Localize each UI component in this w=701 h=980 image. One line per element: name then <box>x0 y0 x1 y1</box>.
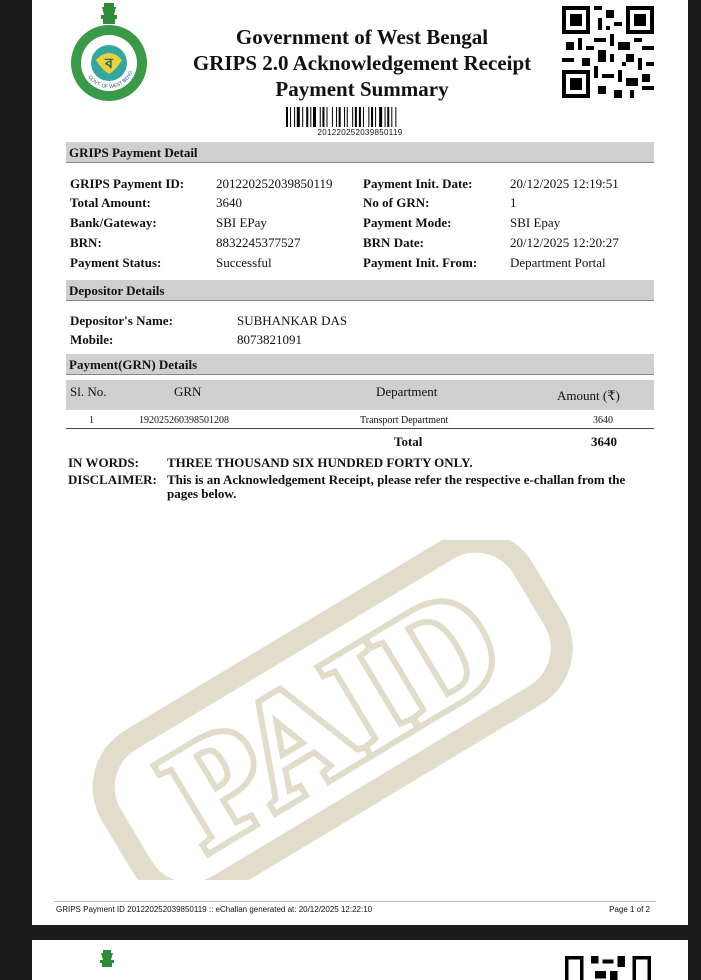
west-bengal-emblem-icon <box>96 948 118 974</box>
barcode-icon <box>286 107 434 127</box>
title-receipt: GRIPS 2.0 Acknowledgement Receipt <box>162 50 562 76</box>
bank-gateway-label: Bank/Gateway: <box>70 215 157 231</box>
payment-id-value: 201220252039850119 <box>216 176 333 192</box>
paid-watermark-stamp <box>52 540 612 880</box>
brn-date-label: BRN Date: <box>363 235 424 251</box>
svg-text:PAID: PAID <box>138 555 528 880</box>
document-title <box>162 24 562 102</box>
section-grn-details: Payment(GRN) Details <box>66 354 654 375</box>
payment-init-from-value: Department Portal <box>510 255 606 271</box>
section-depositor-details: Depositor Details <box>66 280 654 301</box>
page-footer <box>56 905 652 914</box>
row-sl-no: 1 <box>89 415 94 426</box>
row-department: Transport Department <box>360 415 448 426</box>
disclaimer-label: DISCLAIMER: <box>68 472 157 488</box>
in-words-label: IN WORDS: <box>68 455 139 471</box>
in-words-value: THREE THOUSAND SIX HUNDRED FORTY ONLY. <box>167 455 473 471</box>
barcode-number: 201220252039850119 <box>286 128 434 137</box>
title-summary: Payment Summary <box>162 76 562 102</box>
brn-date-value: 20/12/2025 12:20:27 <box>510 235 619 251</box>
payment-id-label: GRIPS Payment ID: <box>70 176 184 192</box>
payment-init-date-label: Payment Init. Date: <box>363 176 472 192</box>
payment-mode-label: Payment Mode: <box>363 215 451 231</box>
column-grn: GRN <box>174 384 201 400</box>
svg-text:GOVT. OF WEST BENGAL: GOVT. OF WEST BENG <box>68 0 134 90</box>
qr-code-icon <box>562 952 654 980</box>
receipt-page-2-preview <box>32 940 688 980</box>
table-divider <box>66 428 654 429</box>
disclaimer-line-2: pages below. <box>167 486 236 502</box>
brn-value: 8832245377527 <box>216 235 301 251</box>
footer-divider <box>54 901 656 902</box>
column-amount: Amount (₹) <box>557 388 620 404</box>
column-sl-no: Sl. No. <box>70 384 106 400</box>
grn-count-value: 1 <box>510 195 517 211</box>
total-value: 3640 <box>591 434 617 450</box>
total-amount-value: 3640 <box>216 195 242 211</box>
bank-gateway-value: SBI EPay <box>216 215 267 231</box>
mobile-label: Mobile: <box>70 332 113 348</box>
grn-count-label: No of GRN: <box>363 195 429 211</box>
row-amount: 3640 <box>593 415 613 426</box>
brn-label: BRN: <box>70 235 102 251</box>
title-government: Government of West Bengal <box>162 24 562 50</box>
payment-status-value: Successful <box>216 255 272 271</box>
disclaimer-line-1: This is an Acknowledgement Receipt, please refer the respective e-challan from the <box>167 472 647 488</box>
total-label: Total <box>394 434 422 450</box>
footer-generated-info: GRIPS Payment ID 201220252039850119 :: eChallan generated at: 20/12/2025 12:22:10 <box>56 905 372 914</box>
payment-mode-value: SBI Epay <box>510 215 560 231</box>
depositor-name-label: Depositor's Name: <box>70 313 173 329</box>
column-department: Department <box>376 384 437 400</box>
row-grn: 192025260398501208 <box>139 415 229 426</box>
west-bengal-emblem-icon <box>68 0 150 104</box>
payment-status-label: Payment Status: <box>70 255 161 271</box>
receipt-page-1 <box>32 0 688 925</box>
grn-table-header <box>66 380 654 410</box>
footer-page-number: Page 1 of 2 <box>609 905 650 914</box>
depositor-name-value: SUBHANKAR DAS <box>237 313 347 329</box>
section-grips-payment-detail: GRIPS Payment Detail <box>66 142 654 163</box>
svg-text:ব: ব <box>104 56 114 72</box>
payment-init-from-label: Payment Init. From: <box>363 255 477 271</box>
payment-init-date-value: 20/12/2025 12:19:51 <box>510 176 619 192</box>
qr-code-icon <box>562 6 654 98</box>
mobile-value: 8073821091 <box>237 332 302 348</box>
total-amount-label: Total Amount: <box>70 195 151 211</box>
